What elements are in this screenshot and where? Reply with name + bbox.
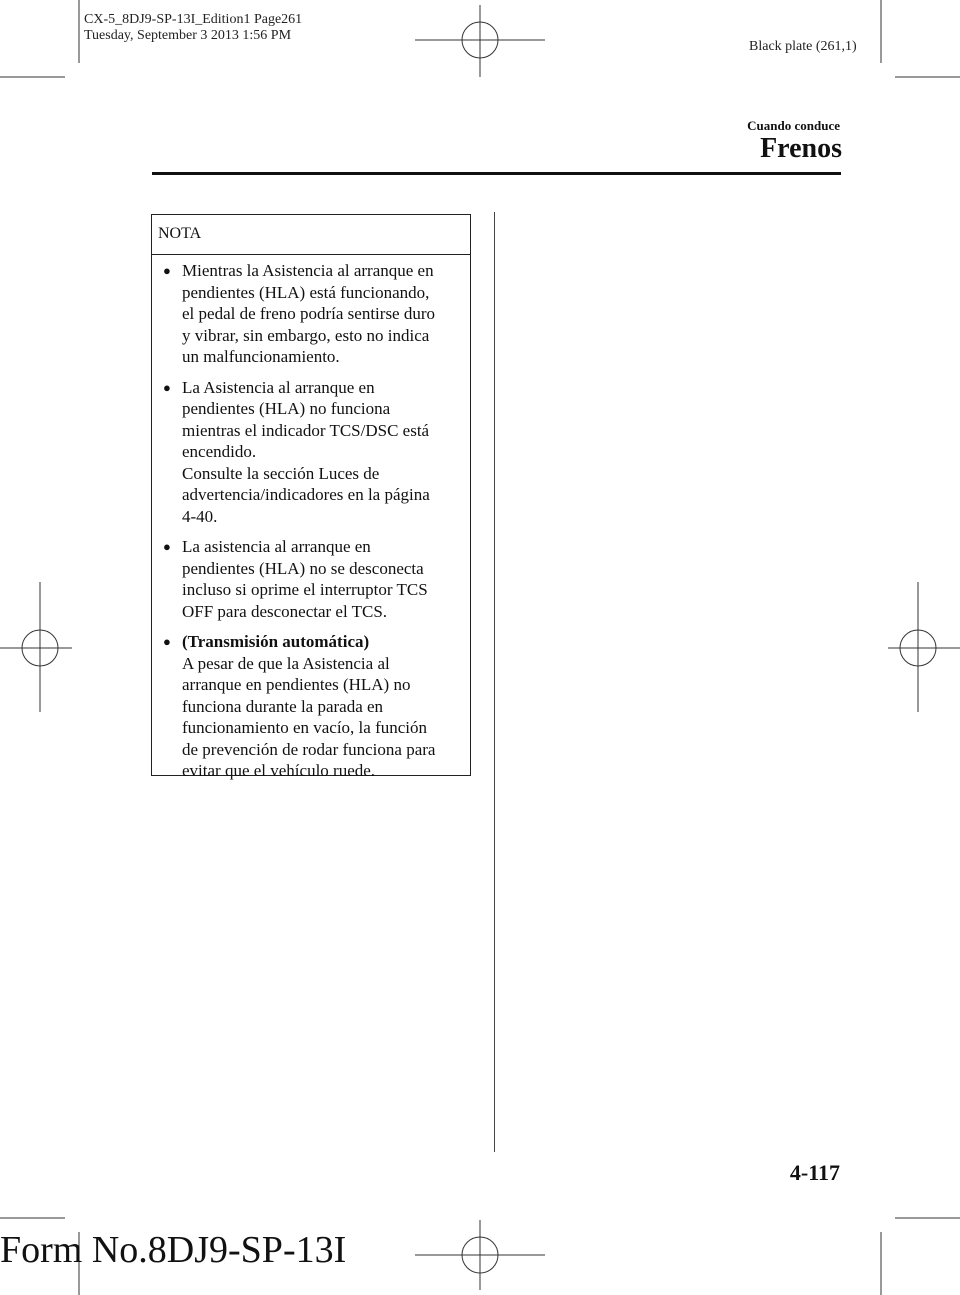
note-item-line: incluso si oprime el interruptor TCS (182, 580, 428, 599)
page-number: 4-117 (789, 1160, 840, 1185)
header-rule (152, 172, 841, 175)
note-box (151, 214, 471, 780)
note-item-line: y vibrar, sin embargo, esto no indica (182, 325, 430, 345)
note-item-line: un malfuncionamiento. (182, 347, 340, 366)
note-item-line: encendido. (182, 442, 257, 461)
note-item-line: Consulte la sección Luces de (182, 463, 380, 483)
note-item-line: evitar que el vehículo ruede. (182, 761, 376, 780)
note-title: NOTA (152, 215, 470, 255)
note-item (158, 631, 468, 782)
bullet-icon: ● (163, 634, 171, 649)
bullet-icon: ● (163, 379, 171, 395)
note-item-line: 4-40. (182, 506, 218, 526)
note-item-line: La Asistencia al arranque en (182, 377, 375, 397)
section-heading: Cuando conduce (747, 118, 840, 133)
print-meta-file: CX-5_8DJ9-SP-13I_Edition1 Page261 (84, 12, 303, 27)
note-item-line: de prevención de rodar funciona para (182, 739, 436, 759)
note-item-line: funciona durante la parada en (182, 696, 384, 716)
note-item-line: mientras el indicador TCS/DSC está (182, 420, 430, 440)
bullet-icon: ● (163, 539, 171, 554)
note-item-line: Mientras la Asistencia al arranque en (182, 261, 434, 280)
note-item-line: pendientes (HLA) no se desconecta (182, 558, 424, 578)
chapter-title: Frenos (760, 133, 842, 164)
column-divider (494, 212, 495, 1152)
form-number: Form No.8DJ9-SP-13I (0, 1229, 347, 1271)
note-list (158, 260, 468, 791)
note-item-line: advertencia/indicadores en la página (182, 485, 430, 504)
note-item-line: A pesar de que la Asistencia al (182, 653, 390, 673)
note-item-line: funcionamiento en vacío, la función (182, 718, 427, 737)
note-item-line: OFF para desconectar el TCS. (182, 601, 388, 621)
note-item (158, 260, 468, 368)
bullet-icon: ● (163, 263, 171, 278)
note-item-line: pendientes (HLA) está funcionando, (182, 282, 430, 302)
print-meta-date: Tuesday, September 3 2013 1:56 PM (84, 28, 292, 43)
note-item-line: pendientes (HLA) no funciona (182, 399, 391, 418)
note-item-line: arranque en pendientes (HLA) no (182, 675, 411, 694)
note-item (158, 377, 468, 528)
note-item-line: La asistencia al arranque en (182, 537, 371, 556)
note-item-label: (Transmisión automática) (182, 632, 370, 651)
print-meta-plate: Black plate (261,1) (749, 39, 857, 54)
note-item-line: el pedal de freno podría sentirse duro (182, 304, 436, 323)
note-item (158, 536, 468, 622)
